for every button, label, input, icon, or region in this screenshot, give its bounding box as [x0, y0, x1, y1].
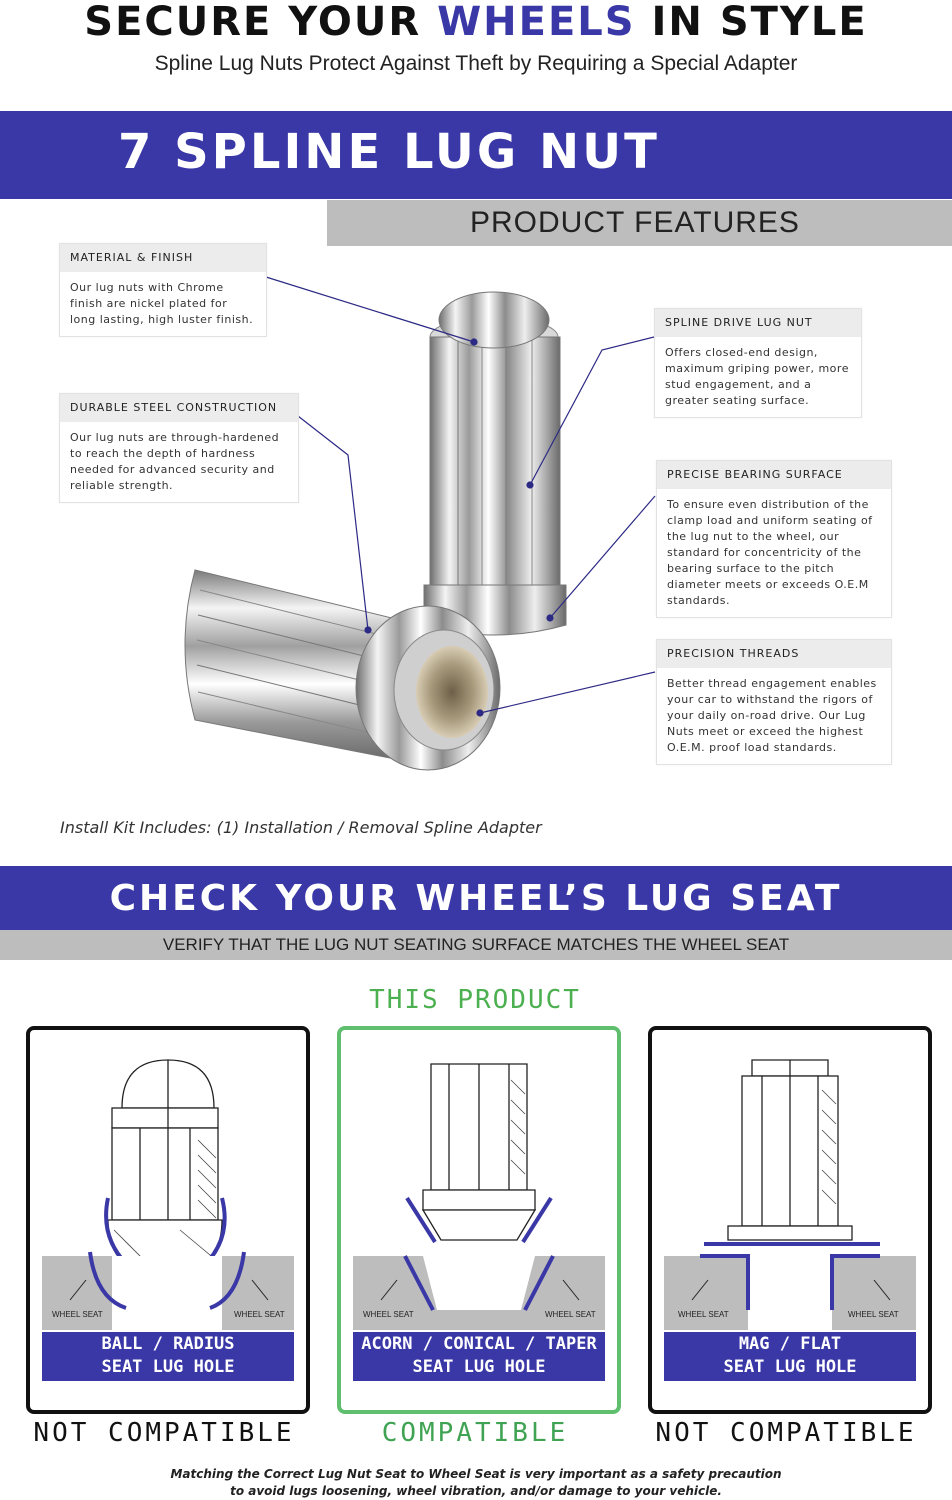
compat-status-flat: NOT COMPATIBLE [655, 1418, 917, 1448]
seat-type-line1: MAG / FLAT [738, 1334, 842, 1354]
wheel-seat-label: WHEEL SEAT [848, 1310, 899, 1319]
title-part-1: SECURE YOUR [84, 0, 438, 45]
title-accent: WHEELS [437, 0, 636, 45]
wheel-seat-label: WHEEL SEAT [234, 1310, 285, 1319]
feature-card-title: SPLINE DRIVE LUG NUT [655, 309, 861, 337]
feature-card-threads [656, 639, 892, 765]
safety-footer [0, 1466, 952, 1500]
safety-footer-line2: to avoid lugs loosening, wheel vibration, and/or damage to your vehicle. [230, 1484, 722, 1498]
flat-seat-diagram-icon [652, 1030, 928, 1330]
main-subtitle: Spline Lug Nuts Protect Against Theft by Requiring a Special Adapter [154, 52, 798, 75]
feature-card-body: Offers closed-end design, maximum griping power, more stud engagement, and a greater seating surface. [665, 346, 849, 407]
feature-card-spline [654, 308, 862, 418]
seat-type-bar [42, 1332, 294, 1381]
seat-type-line2: SEAT LUG HOLE [412, 1357, 546, 1377]
seat-type-line1: BALL / RADIUS [101, 1334, 235, 1354]
seat-box-ball [26, 1026, 310, 1414]
seat-type-line2: SEAT LUG HOLE [101, 1357, 235, 1377]
ball-seat-diagram-icon [30, 1030, 306, 1330]
seat-type-bar [353, 1332, 605, 1381]
feature-card-steel [59, 393, 299, 503]
seat-type-bar [664, 1332, 916, 1381]
this-product-label: THIS PRODUCT [369, 985, 581, 1015]
feature-card-body: Better thread engagement enables your car to withstand the rigors of your daily on-road drive. Our Lug Nuts meet or exceed the highest O.E.M. proof load standards. [667, 677, 877, 754]
seat-box-conical [337, 1026, 621, 1414]
features-heading: PRODUCT FEATURES [470, 206, 800, 239]
wheel-seat-label: WHEEL SEAT [363, 1310, 414, 1319]
feature-card-title: DURABLE STEEL CONSTRUCTION [60, 394, 298, 422]
feature-card-title: PRECISE BEARING SURFACE [657, 461, 891, 489]
wheel-seat-label: WHEEL SEAT [52, 1310, 103, 1319]
compat-status-conical: COMPATIBLE [381, 1418, 569, 1448]
wheel-seat-label: WHEEL SEAT [678, 1310, 729, 1319]
feature-card-body: Our lug nuts with Chrome finish are nickel plated for long lasting, high luster finish. [70, 281, 254, 326]
conical-seat-diagram-icon [341, 1030, 617, 1330]
feature-card-title: MATERIAL & FINISH [60, 244, 266, 272]
feature-card-title: PRECISION THREADS [657, 640, 891, 668]
feature-card-body: Our lug nuts are through-hardened to reach the depth of hardness needed for advanced security and reliable strength. [70, 431, 280, 492]
install-kit-note: Install Kit Includes: (1) Installation / Removal Spline Adapter [60, 818, 542, 837]
lug-seat-subtitle: VERIFY THAT THE LUG NUT SEATING SURFACE MATCHES THE WHEEL SEAT [162, 935, 790, 954]
title-part-2: IN STYLE [635, 0, 868, 45]
compat-status-ball: NOT COMPATIBLE [33, 1418, 295, 1448]
feature-card-body: To ensure even distribution of the clamp load and uniform seating of the lug nut to the wheel, our standard for concentricity of the bearing surface to the pitch diameter meets or exceeds O.E.M standards. [667, 498, 873, 607]
wheel-seat-label: WHEEL SEAT [545, 1310, 596, 1319]
seat-type-line1: ACORN / CONICAL / TAPER [361, 1334, 597, 1354]
seat-type-line2: SEAT LUG HOLE [723, 1357, 857, 1377]
safety-footer-line1: Matching the Correct Lug Nut Seat to Wheel Seat is very important as a safety precaution [170, 1467, 782, 1481]
feature-card-bearing [656, 460, 892, 618]
main-title [0, 0, 952, 44]
lug-seat-title: CHECK YOUR WHEEL’S LUG SEAT [109, 878, 843, 919]
seat-box-flat [648, 1026, 932, 1414]
product-banner-title: 7 SPLINE LUG NUT [118, 124, 660, 180]
standing-lug-nut-icon [424, 292, 566, 635]
feature-card-material [59, 243, 267, 337]
